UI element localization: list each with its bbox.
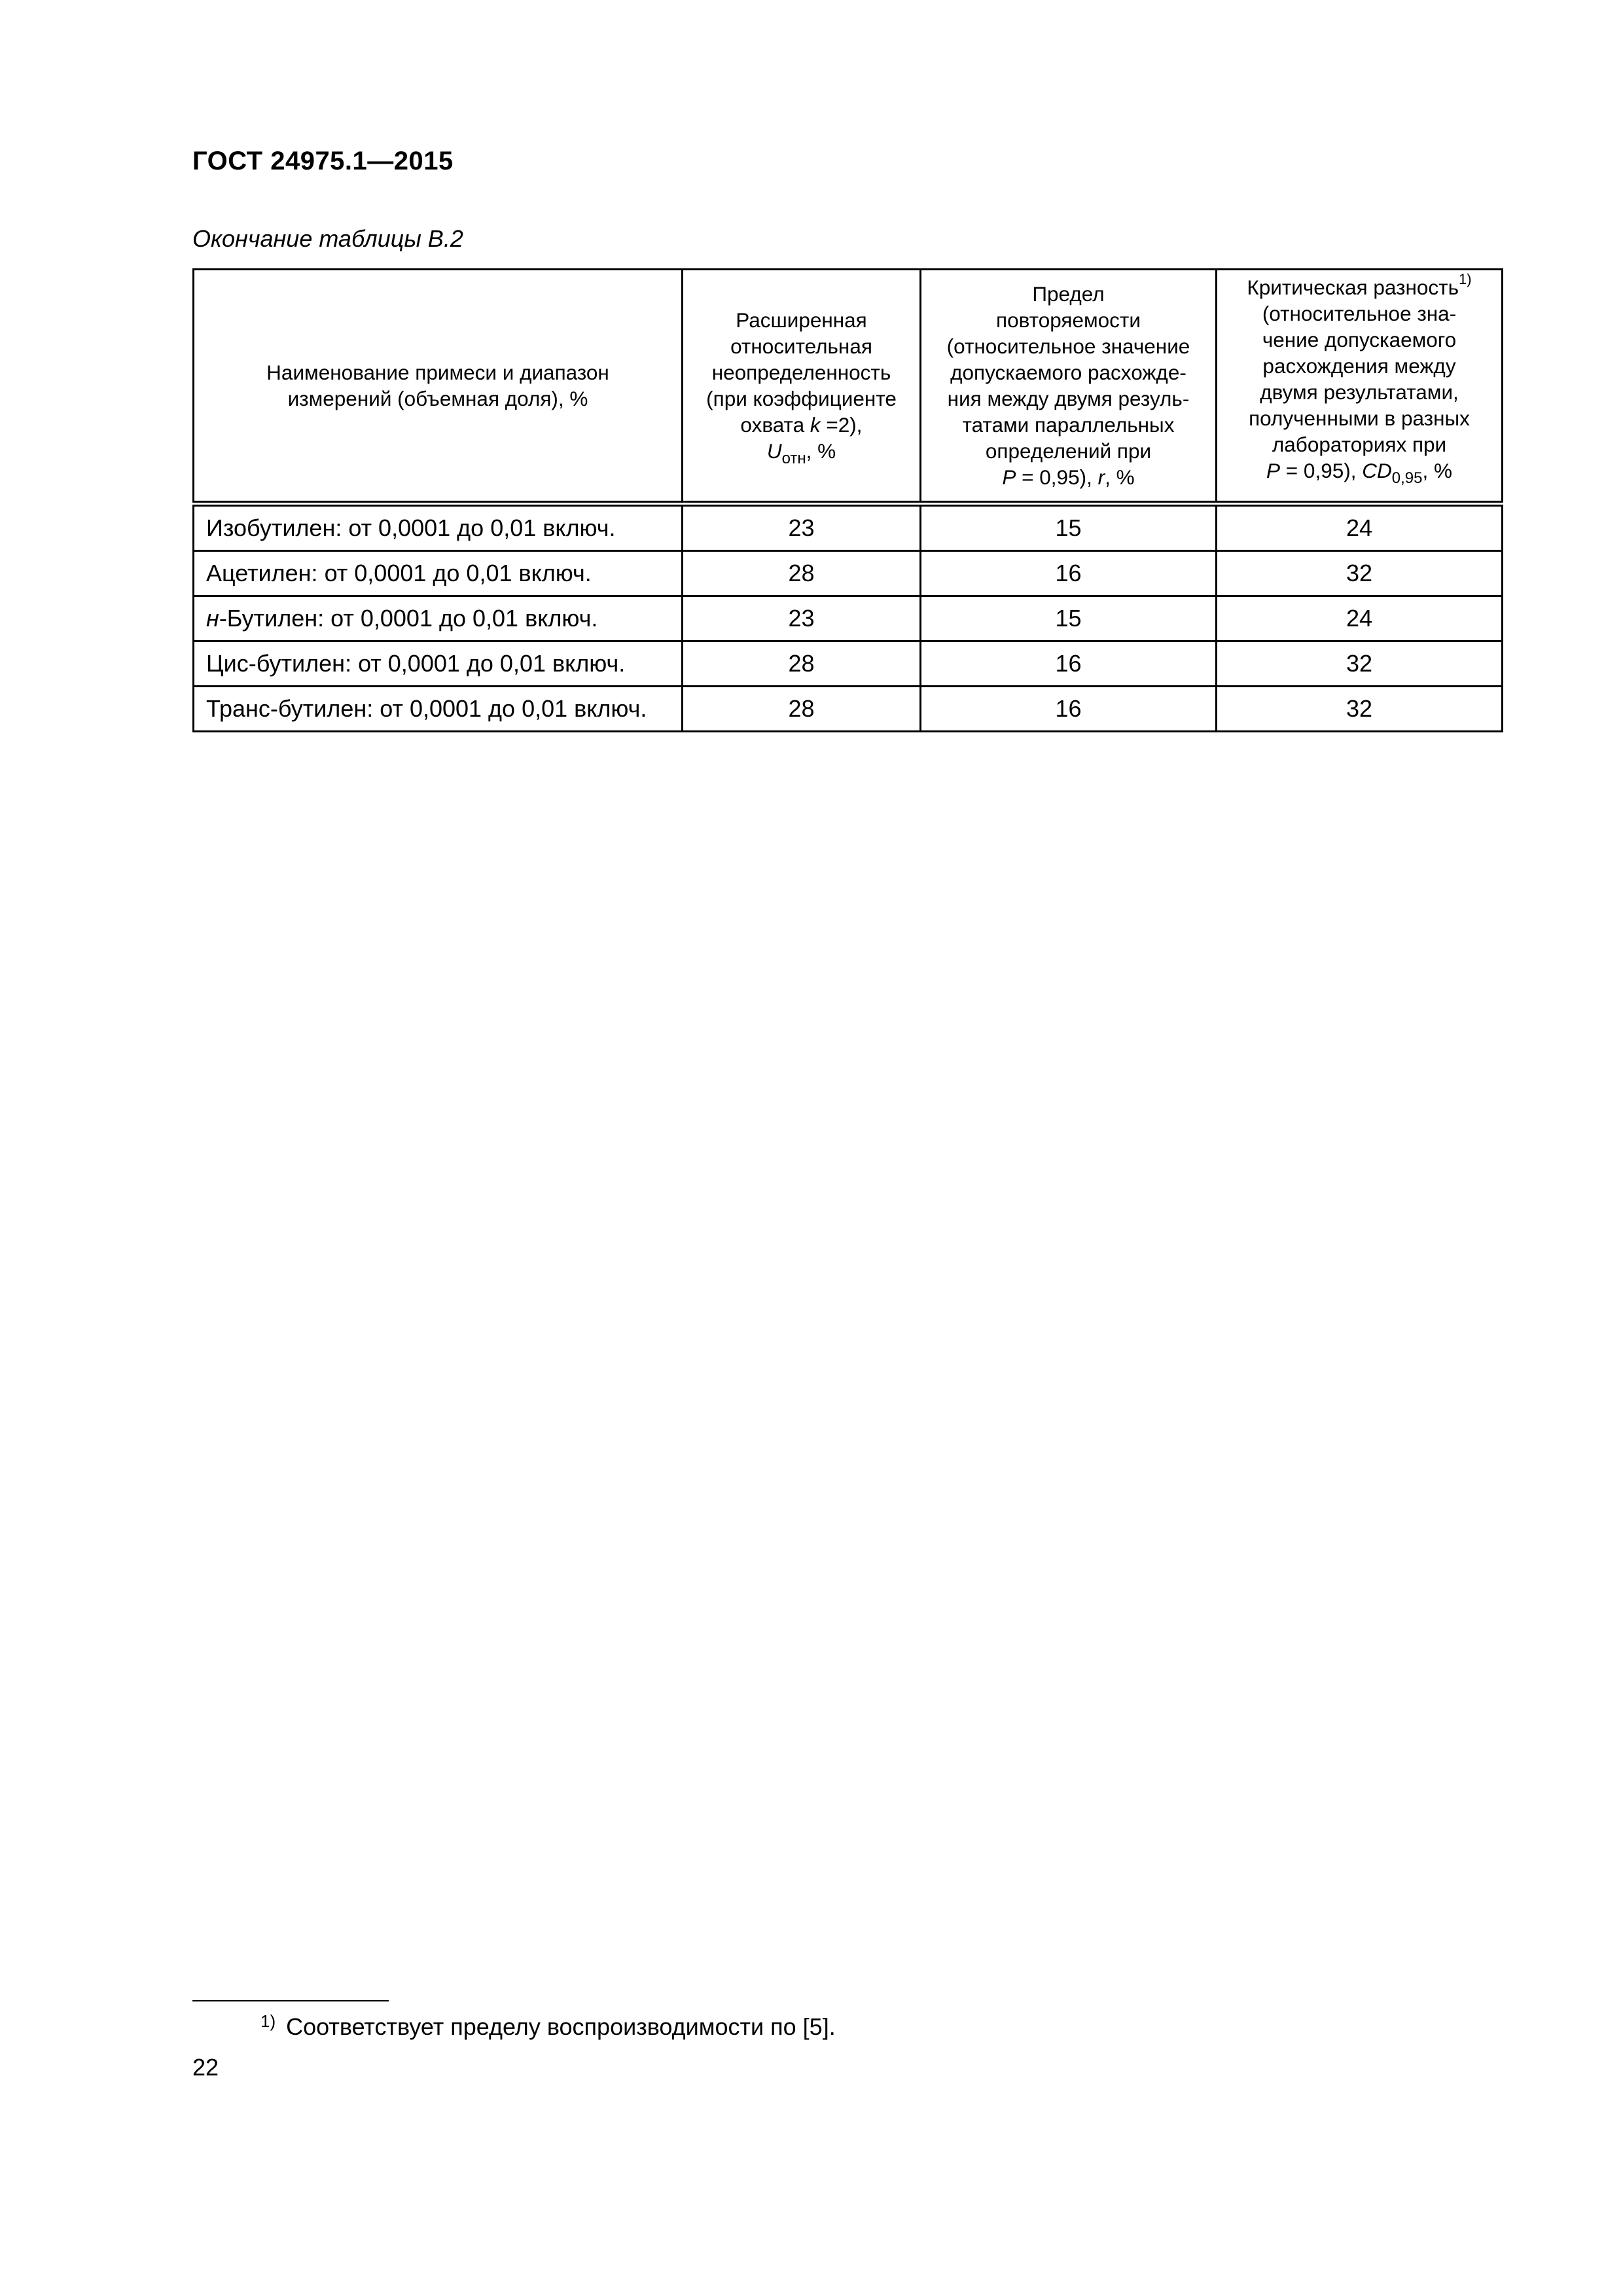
row-impurity-name: Транс-бутилен: от 0,0001 до 0,01 включ.	[194, 687, 683, 732]
row-impurity-name: Ацетилен: от 0,0001 до 0,01 включ.	[194, 551, 683, 596]
table-row	[194, 551, 1503, 596]
table-row	[194, 641, 1503, 687]
table-row	[194, 504, 1503, 551]
header-critical-difference: Критическая разность$^{1)}$ (относительное зна- чение допускаемого расхождения между двумя результатами, полученными в разных лабораториях при P = 0,95), $CD_{0,95}$, %	[1217, 270, 1503, 504]
row-critical-difference-value: 24	[1217, 596, 1503, 641]
row-repeatability-value: 16	[921, 551, 1217, 596]
table-header-row	[194, 270, 1503, 504]
row-repeatability-value: 15	[921, 504, 1217, 551]
footnote-separator	[192, 2000, 389, 2001]
table-caption: Окончание таблицы В.2	[192, 225, 463, 252]
row-impurity-name: Цис-бутилен: от 0,0001 до 0,01 включ.	[194, 641, 683, 687]
row-repeatability-value: 16	[921, 641, 1217, 687]
row-critical-difference-value: 24	[1217, 504, 1503, 551]
header-expanded-uncertainty: Расширенная относительная неопределенность (при коэффициенте охвата k =2), $U_{отн}$, %	[683, 270, 921, 504]
footnote-mark: 1)	[260, 2011, 276, 2031]
row-uncertainty-value: 23	[683, 596, 921, 641]
data-table	[192, 268, 1503, 732]
row-uncertainty-value: 28	[683, 641, 921, 687]
row-repeatability-value: 15	[921, 596, 1217, 641]
header-impurity-name: Наименование примеси и диапазон измерений (объемная доля), %	[194, 270, 683, 504]
row-repeatability-value: 16	[921, 687, 1217, 732]
row-uncertainty-value: 28	[683, 551, 921, 596]
row-critical-difference-value: 32	[1217, 687, 1503, 732]
footnote	[260, 2013, 836, 2041]
row-impurity-name: н-Бутилен: от 0,0001 до 0,01 включ.	[194, 596, 683, 641]
header-repeatability-limit: Предел повторяемости (относительное значение допускаемого расхожде- ния между двумя резуль- татами параллельных определений при P = 0,95), r, %	[921, 270, 1217, 504]
row-uncertainty-value: 28	[683, 687, 921, 732]
footnote-ref: 1)	[1459, 271, 1472, 287]
row-impurity-name: Изобутилен: от 0,0001 до 0,01 включ.	[194, 504, 683, 551]
page-number: 22	[192, 2054, 219, 2081]
row-critical-difference-value: 32	[1217, 551, 1503, 596]
document-header: ГОСТ 24975.1—2015	[192, 147, 454, 175]
table-row	[194, 687, 1503, 732]
table-row	[194, 596, 1503, 641]
row-uncertainty-value: 23	[683, 504, 921, 551]
footnote-text: Соответствует пределу воспроизводимости по [5].	[286, 2013, 836, 2040]
row-critical-difference-value: 32	[1217, 641, 1503, 687]
